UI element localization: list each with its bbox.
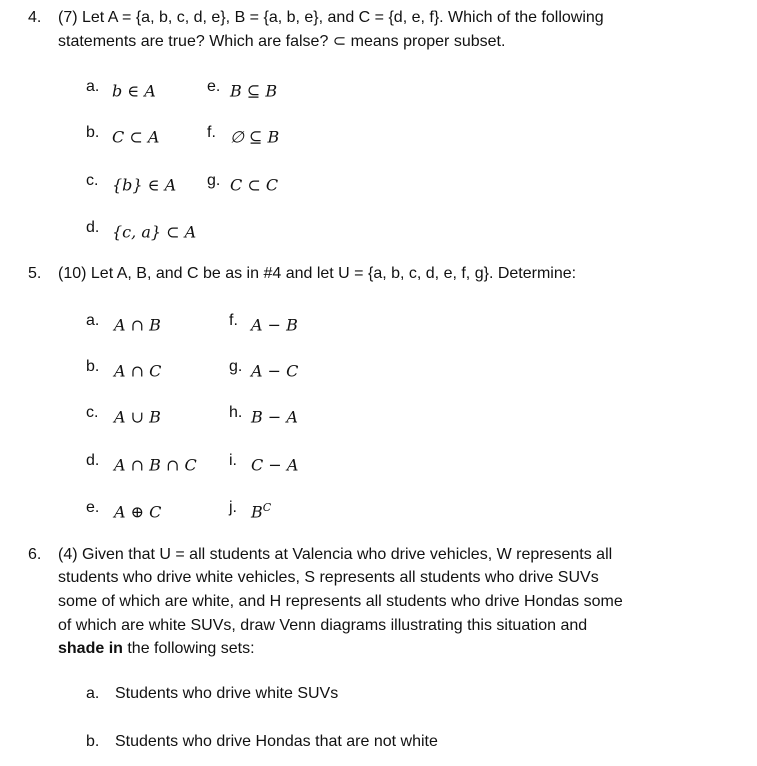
- q4-item-label: e.: [207, 78, 221, 95]
- expression-text: A ∩ C: [114, 361, 162, 381]
- expression-text: C ⊂ C: [230, 175, 279, 195]
- q5-item-label: h.: [229, 404, 243, 421]
- q6-item-a-text: Students who drive white SUVs: [115, 685, 339, 702]
- q5-item-label: c.: [86, 404, 99, 421]
- q5-number: 5.: [28, 265, 42, 282]
- q4-item-label: b.: [86, 124, 100, 141]
- q4-item-label: c.: [86, 172, 99, 189]
- expression-text: B: [251, 502, 263, 522]
- q5-item-expression: [114, 311, 161, 335]
- q5-item-label: d.: [86, 452, 100, 469]
- expression-text: C − A: [251, 455, 299, 475]
- q6-item-a-label: a.: [86, 685, 100, 702]
- expression-text: A ⊕ C: [114, 502, 162, 522]
- q4-item-expression: [112, 77, 156, 101]
- q6-text-2: students who drive white vehicles, S represents all students who drive SUVs: [58, 569, 599, 586]
- q4-item-expression: [230, 171, 278, 195]
- q4-item-expression: [112, 218, 196, 242]
- expression-text: B ⊆ B: [230, 81, 278, 101]
- q5-item-label: b.: [86, 358, 100, 375]
- q5-item-label: e.: [86, 499, 100, 516]
- q5-text: (10) Let A, B, and C be as in #4 and let U = {a, b, c, d, e, f, g}. Determine:: [58, 265, 577, 282]
- q4-number: 4.: [28, 9, 42, 26]
- q4-item-label: f.: [207, 124, 216, 141]
- q5-item-label: a.: [86, 312, 100, 329]
- q5-item-expression: [114, 498, 161, 522]
- expression-text: {c, a} ⊂ A: [112, 222, 197, 242]
- q5-item-expression: [251, 451, 298, 475]
- q5-item-label: i.: [229, 452, 237, 469]
- q6-rest-text: the following sets:: [122, 640, 255, 657]
- expression-text: ∅ ⊆ B: [230, 127, 280, 147]
- q6-number: 6.: [28, 546, 42, 563]
- q4-item-expression: [112, 171, 176, 195]
- q4-item-expression: [112, 123, 159, 147]
- q4-item-label: d.: [86, 219, 100, 236]
- q4-text-1: (7) Let A = {a, b, c, d, e}, B = {a, b, e}, and C = {d, e, f}. Which of the following: [58, 9, 604, 26]
- expression-text: A ∩ B ∩ C: [114, 455, 197, 475]
- q4-item-expression: [230, 123, 279, 147]
- q6-item-b-label: b.: [86, 733, 100, 750]
- expression-text: A − C: [251, 361, 299, 381]
- q5-item-expression: [251, 498, 271, 522]
- expression-text: {b} ∈ A: [112, 175, 177, 195]
- q6-text-3: some of which are white, and H represents all students who drive Hondas some: [58, 593, 623, 610]
- superscript: C: [262, 501, 272, 514]
- q6-text-5: [58, 639, 255, 659]
- q4-item-label: g.: [207, 172, 221, 189]
- q6-item-b-text: Students who drive Hondas that are not white: [115, 733, 438, 750]
- q5-item-expression: [114, 357, 161, 381]
- q5-item-expression: [114, 451, 197, 475]
- q4-text-2: statements are true? Which are false? ⊂ means proper subset.: [58, 33, 506, 50]
- q6-text-4: of which are white SUVs, draw Venn diagrams illustrating this situation and: [58, 617, 588, 634]
- expression-text: A ∪ B: [114, 407, 161, 427]
- q5-item-expression: [114, 403, 161, 427]
- q6-bold-text: shade in: [58, 640, 123, 657]
- q4-item-label: a.: [86, 78, 100, 95]
- q4-item-expression: [230, 77, 277, 101]
- expression-text: A ∩ B: [114, 315, 161, 335]
- q5-item-expression: [251, 403, 298, 427]
- expression-text: A − B: [251, 315, 298, 335]
- q5-item-label: g.: [229, 358, 243, 375]
- q6-text-1: (4) Given that U = all students at Valencia who drive vehicles, W represents all: [58, 546, 613, 563]
- expression-text: B − A: [251, 407, 298, 427]
- q5-item-expression: [251, 311, 298, 335]
- expression-text: C ⊂ A: [112, 127, 160, 147]
- expression-text: b ∈ A: [112, 81, 156, 101]
- q5-item-expression: [251, 357, 298, 381]
- q5-item-label: f.: [229, 312, 238, 329]
- q5-item-label: j.: [229, 499, 237, 516]
